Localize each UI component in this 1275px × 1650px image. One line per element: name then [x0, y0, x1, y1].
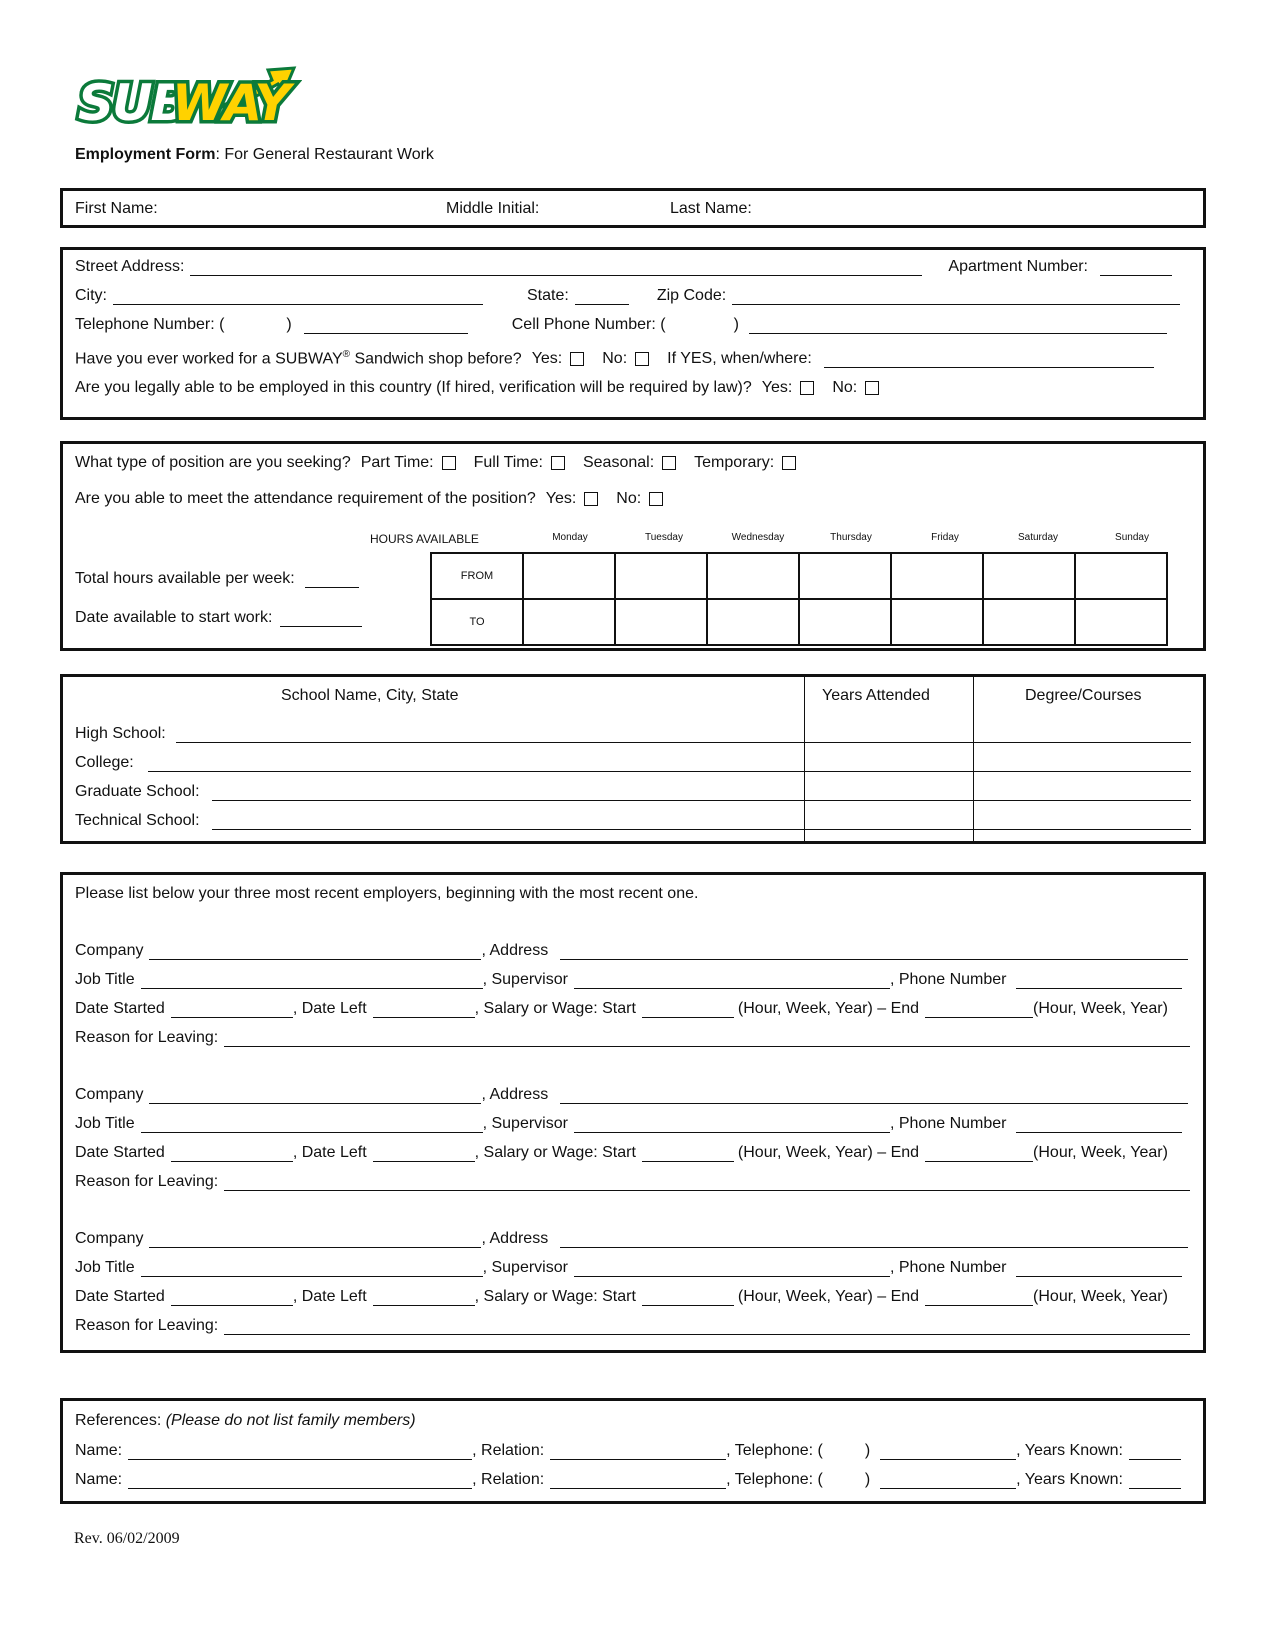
address-label: , Address	[481, 1086, 549, 1103]
state-label: State:	[527, 287, 569, 304]
ref-relation-input[interactable]	[550, 1443, 726, 1460]
address-input[interactable]	[560, 1087, 1188, 1104]
cell-input[interactable]	[749, 317, 1167, 334]
part-time-label: Part Time:	[360, 454, 434, 471]
job-title-label: Job Title	[75, 1115, 135, 1132]
supervisor-input[interactable]	[574, 1116, 890, 1133]
worked-before-text-a: Have you ever worked for a SUBWAY	[75, 350, 343, 368]
ref-telephone-label: , Telephone: (	[726, 1471, 823, 1488]
reason-label: Reason for Leaving:	[75, 1173, 219, 1190]
full-time-label: Full Time:	[473, 454, 543, 471]
to-thursday-cell[interactable]	[799, 599, 891, 645]
date-started-label: Date Started	[75, 1288, 165, 1305]
form-title	[75, 146, 434, 164]
salary-unit-label: (Hour, Week, Year)	[1033, 1144, 1168, 1161]
company-label: Company	[75, 1230, 144, 1247]
ref-name-input[interactable]	[128, 1472, 472, 1489]
job-title-label: Job Title	[75, 971, 135, 988]
revision-date: Rev. 06/02/2009	[74, 1530, 180, 1547]
salary-start-input[interactable]	[642, 1001, 734, 1018]
ref-name-label: Name:	[75, 1442, 123, 1459]
position-question: What type of position are you seeking?	[75, 454, 351, 471]
company-input[interactable]	[149, 1087, 481, 1104]
salary-unit-label: (Hour, Week, Year)	[1033, 1000, 1168, 1017]
address-label: , Address	[481, 1230, 549, 1247]
attendance-yes-checkbox[interactable]	[584, 492, 598, 506]
full-time-checkbox[interactable]	[551, 456, 565, 470]
ref-name-label: Name:	[75, 1471, 123, 1488]
to-tuesday-cell[interactable]	[615, 599, 707, 645]
ref-telephone-input[interactable]	[880, 1443, 1016, 1460]
to-label: TO	[431, 599, 523, 645]
date-available-label: Date available to start work:	[75, 609, 273, 626]
cell-label: Cell Phone Number: (	[511, 316, 666, 333]
education-divider-2	[973, 676, 974, 842]
salary-unit-end-label: (Hour, Week, Year) – End	[737, 1144, 920, 1161]
telephone-label: Telephone Number: (	[75, 316, 225, 333]
from-thursday-cell[interactable]	[799, 553, 891, 599]
worked-before-text-b: Sandwich shop before?	[350, 350, 522, 368]
from-label: FROM	[431, 553, 523, 599]
total-hours-label: Total hours available per week:	[75, 570, 295, 587]
day-monday: Monday	[552, 532, 588, 543]
day-thursday: Thursday	[830, 532, 872, 543]
phone-input[interactable]	[1016, 1116, 1182, 1133]
attendance-no-checkbox[interactable]	[649, 492, 663, 506]
salary-start-input[interactable]	[642, 1145, 734, 1162]
temporary-label: Temporary:	[694, 454, 775, 471]
last-name-label: Last Name:	[670, 200, 752, 217]
seasonal-label: Seasonal:	[582, 454, 655, 471]
cell-close-paren: )	[733, 316, 739, 333]
address-input[interactable]	[560, 1231, 1188, 1248]
middle-initial-label: Middle Initial:	[446, 200, 540, 217]
reference-row-1	[75, 1442, 1185, 1460]
ref-years-known-input[interactable]	[1129, 1443, 1181, 1460]
date-left-input[interactable]	[373, 1145, 475, 1162]
apartment-label: Apartment Number:	[948, 258, 1088, 275]
hours-available-label: HOURS AVAILABLE	[370, 532, 479, 546]
reason-label: Reason for Leaving:	[75, 1029, 219, 1046]
ref-years-known-label: , Years Known:	[1016, 1442, 1123, 1459]
legal-no-label: No:	[832, 379, 858, 396]
supervisor-label: , Supervisor	[482, 971, 568, 988]
to-sunday-cell[interactable]	[1075, 599, 1167, 645]
salary-label: , Salary or Wage: Start	[474, 1288, 636, 1305]
ref-relation-label: , Relation:	[472, 1471, 545, 1488]
if-yes-input[interactable]	[824, 351, 1154, 368]
to-saturday-cell[interactable]	[983, 599, 1075, 645]
reason-label: Reason for Leaving:	[75, 1317, 219, 1334]
day-sunday: Sunday	[1115, 532, 1149, 543]
phone-label: , Phone Number	[889, 971, 1007, 988]
legal-yes-label: Yes:	[761, 379, 793, 396]
supervisor-input[interactable]	[574, 972, 890, 989]
employment-intro: Please list below your three most recent employers, beginning with the most recent one.	[75, 885, 699, 902]
ref-relation-input[interactable]	[550, 1472, 726, 1489]
city-label: City:	[75, 287, 107, 304]
graduate-school-input[interactable]	[212, 800, 1191, 801]
graduate-school-label: Graduate School:	[75, 783, 200, 800]
salary-start-input[interactable]	[642, 1289, 734, 1306]
hours-table	[430, 552, 1168, 646]
legal-question: Are you legally able to be employed in this country (If hired, verification will be required by law)?	[75, 379, 752, 396]
reason-input[interactable]	[224, 1174, 1190, 1191]
college-label: College:	[75, 754, 134, 771]
phone-label: , Phone Number	[889, 1259, 1007, 1276]
job-title-input[interactable]	[141, 1116, 483, 1133]
supervisor-label: , Supervisor	[482, 1259, 568, 1276]
col-years-header: Years Attended	[822, 687, 930, 704]
salary-end-input[interactable]	[925, 1145, 1033, 1162]
to-friday-cell[interactable]	[891, 599, 983, 645]
references-title	[75, 1412, 416, 1430]
worked-before-yes-label: Yes:	[531, 350, 563, 368]
telephone-close-paren: )	[286, 316, 292, 333]
high-school-label: High School:	[75, 725, 166, 742]
date-started-input[interactable]	[171, 1145, 293, 1162]
from-wednesday-cell[interactable]	[707, 553, 799, 599]
job-title-input[interactable]	[141, 972, 483, 989]
ref-years-known-label: , Years Known:	[1016, 1471, 1123, 1488]
day-tuesday: Tuesday	[645, 532, 683, 543]
day-friday: Friday	[931, 532, 959, 543]
from-saturday-cell[interactable]	[983, 553, 1075, 599]
date-available-input[interactable]	[280, 610, 362, 627]
technical-school-input[interactable]	[212, 829, 1191, 830]
date-left-label: , Date Left	[292, 1144, 367, 1161]
salary-end-input[interactable]	[925, 1001, 1033, 1018]
ref-years-known-input[interactable]	[1129, 1472, 1181, 1489]
attendance-question: Are you able to meet the attendance requirement of the position?	[75, 490, 536, 507]
from-tuesday-cell[interactable]	[615, 553, 707, 599]
worked-before-no-checkbox[interactable]	[635, 352, 649, 366]
from-row	[431, 553, 1167, 599]
from-sunday-cell[interactable]	[1075, 553, 1167, 599]
ref-telephone-input[interactable]	[880, 1472, 1016, 1489]
date-left-input[interactable]	[373, 1001, 475, 1018]
date-started-label: Date Started	[75, 1144, 165, 1161]
date-started-label: Date Started	[75, 1000, 165, 1017]
technical-school-label: Technical School:	[75, 812, 200, 829]
date-started-input[interactable]	[171, 1001, 293, 1018]
to-monday-cell[interactable]	[523, 599, 615, 645]
ref-telephone-close: )	[864, 1442, 871, 1459]
day-wednesday: Wednesday	[731, 532, 785, 543]
salary-unit-end-label: (Hour, Week, Year) – End	[737, 1000, 920, 1017]
col-degree-header: Degree/Courses	[1025, 687, 1142, 704]
supervisor-label: , Supervisor	[482, 1115, 568, 1132]
company-input[interactable]	[149, 1231, 481, 1248]
part-time-checkbox[interactable]	[442, 456, 456, 470]
worked-before-question	[75, 346, 522, 368]
day-saturday: Saturday	[1017, 532, 1059, 543]
telephone-input[interactable]	[304, 317, 468, 334]
from-monday-cell[interactable]	[523, 553, 615, 599]
total-hours-input[interactable]	[305, 571, 359, 588]
ref-relation-label: , Relation:	[472, 1442, 545, 1459]
worked-before-no-label: No:	[602, 350, 628, 368]
legal-yes-checkbox[interactable]	[800, 381, 814, 395]
phone-label: , Phone Number	[889, 1115, 1007, 1132]
attendance-yes-label: Yes:	[545, 490, 577, 507]
address-input[interactable]	[560, 943, 1188, 960]
salary-label: , Salary or Wage: Start	[474, 1000, 636, 1017]
apartment-input[interactable]	[1100, 259, 1172, 276]
seasonal-checkbox[interactable]	[662, 456, 676, 470]
to-row	[431, 599, 1167, 645]
registered-mark: ®	[342, 349, 351, 360]
company-label: Company	[75, 942, 144, 959]
attendance-no-label: No:	[616, 490, 642, 507]
phone-input[interactable]	[1016, 1260, 1182, 1277]
date-left-label: , Date Left	[292, 1000, 367, 1017]
temporary-checkbox[interactable]	[782, 456, 796, 470]
ref-name-input[interactable]	[128, 1443, 472, 1460]
subway-logo	[72, 62, 302, 134]
if-yes-label: If YES, when/where:	[667, 350, 812, 368]
education-divider-1	[804, 676, 805, 842]
svg-text:WAY: WAY	[172, 74, 289, 132]
street-input[interactable]	[190, 259, 922, 276]
form-title-rest: : For General Restaurant Work	[215, 146, 434, 163]
zip-input[interactable]	[732, 288, 1180, 305]
references-label: References:	[75, 1412, 162, 1429]
reason-input[interactable]	[224, 1030, 1190, 1047]
reason-input[interactable]	[224, 1318, 1190, 1335]
salary-unit-label: (Hour, Week, Year)	[1033, 1288, 1168, 1305]
job-title-label: Job Title	[75, 1259, 135, 1276]
date-left-label: , Date Left	[292, 1288, 367, 1305]
salary-unit-end-label: (Hour, Week, Year) – End	[737, 1288, 920, 1305]
address-label: , Address	[481, 942, 549, 959]
state-input[interactable]	[575, 288, 629, 305]
reference-row-2	[75, 1471, 1185, 1489]
legal-no-checkbox[interactable]	[865, 381, 879, 395]
high-school-input[interactable]	[176, 742, 1191, 743]
date-left-input[interactable]	[373, 1289, 475, 1306]
ref-telephone-label: , Telephone: (	[726, 1442, 823, 1459]
from-friday-cell[interactable]	[891, 553, 983, 599]
job-title-input[interactable]	[141, 1260, 483, 1277]
svg-text:SUB: SUB	[78, 74, 187, 132]
city-input[interactable]	[113, 288, 483, 305]
company-label: Company	[75, 1086, 144, 1103]
salary-label: , Salary or Wage: Start	[474, 1144, 636, 1161]
form-title-bold: Employment Form	[75, 146, 216, 163]
first-name-label: First Name:	[75, 200, 158, 217]
company-input[interactable]	[149, 943, 481, 960]
supervisor-input[interactable]	[574, 1260, 890, 1277]
name-section	[60, 188, 1206, 228]
references-note: (Please do not list family members)	[165, 1412, 416, 1429]
phone-input[interactable]	[1016, 972, 1182, 989]
college-input[interactable]	[148, 771, 1191, 772]
date-started-input[interactable]	[171, 1289, 293, 1306]
col-school-header: School Name, City, State	[281, 687, 459, 704]
worked-before-yes-checkbox[interactable]	[570, 352, 584, 366]
street-label: Street Address:	[75, 258, 185, 275]
to-wednesday-cell[interactable]	[707, 599, 799, 645]
salary-end-input[interactable]	[925, 1289, 1033, 1306]
ref-telephone-close: )	[864, 1471, 871, 1488]
zip-label: Zip Code:	[656, 287, 727, 304]
